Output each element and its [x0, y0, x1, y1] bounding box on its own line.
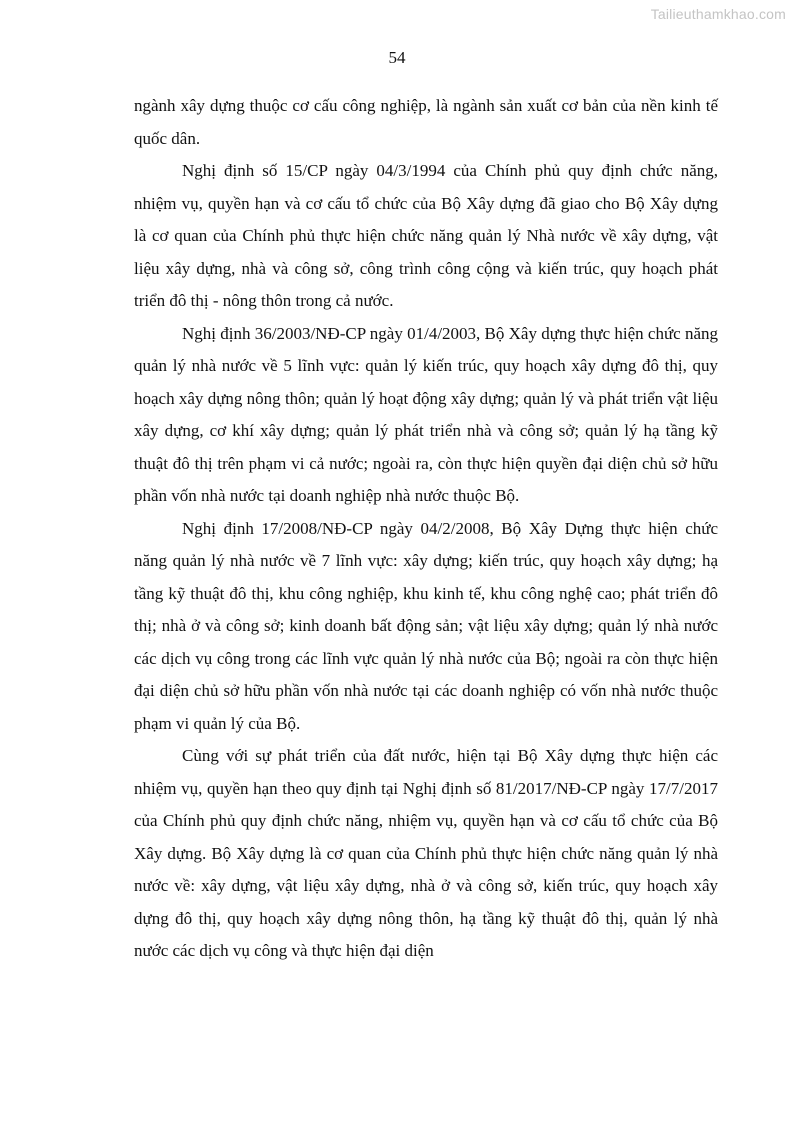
watermark-text: Tailieuthamkhao.com [650, 6, 786, 22]
paragraph-continuation: ngành xây dựng thuộc cơ cấu công nghiệp, là ngành sản xuất cơ bản của nền kinh tế quốc dân. [134, 96, 718, 148]
paragraph-decree-15-cp: Nghị định số 15/CP ngày 04/3/1994 của Chính phủ quy định chức năng, nhiệm vụ, quyền hạn và cơ cấu tổ chức của Bộ Xây dựng đã giao cho Bộ Xây dựng là cơ quan của Chính phủ thực hiện chức năng quản lý Nhà nước về xây dựng, vật liệu xây dựng, nhà và công sở, công trình công cộng và kiến trúc, quy hoạch phát triển đô thị - nông thôn trong cả nước. [134, 161, 718, 310]
paragraph-decree-36-2003: Nghị định 36/2003/NĐ-CP ngày 01/4/2003, Bộ Xây dựng thực hiện chức năng quản lý nhà nước về 5 lĩnh vực: quản lý kiến trúc, quy hoạch xây dựng đô thị, quy hoạch xây dựng nông thôn; quản lý hoạt động xây dựng; quản lý và phát triển vật liệu xây dựng, cơ khí xây dựng; quản lý phát triển nhà và công sở; quản lý hạ tầng kỹ thuật đô thị trên phạm vi cả nước; ngoài ra, còn thực hiện quyền đại diện chủ sở hữu phần vốn nhà nước tại doanh nghiệp nhà nước thuộc Bộ. [134, 323, 719, 505]
page-number: 54 [388, 48, 406, 67]
paragraph-decree-17-2008: Nghị định 17/2008/NĐ-CP ngày 04/2/2008, Bộ Xây Dựng thực hiện chức năng quản lý nhà nước về 7 lĩnh vực: xây dựng; kiến trúc, quy hoạch xây dựng; hạ tầng kỹ thuật đô thị, khu công nghiệp, khu kinh tế, khu công nghệ cao; phát triển đô thị; nhà ở và công sở; kinh doanh bất động sản; vật liệu xây dựng; quản lý nhà nước các dịch vụ công trong các lĩnh vực quản lý nhà nước của Bộ; ngoài ra còn thực hiện đại diện chủ sở hữu phần vốn nhà nước tại các doanh nghiệp có vốn nhà nước thuộc phạm vi quản lý của Bộ. [134, 518, 718, 733]
paragraph-decree-81-2017: Cùng với sự phát triển của đất nước, hiện tại Bộ Xây dựng thực hiện các nhiệm vụ, quyền hạn theo quy định tại Nghị định số 81/2017/NĐ-CP ngày 17/7/2017 của Chính phủ quy định chức năng, nhiệm vụ, quyền hạn và cơ cấu tổ chức của Bộ Xây dựng. Bộ Xây dựng là cơ quan của Chính phủ thực hiện chức năng quản lý nhà nước về: xây dựng, vật liệu xây dựng, nhà ở và công sở, kiến trúc, quy hoạch xây dựng đô thị, quy hoạch xây dựng nông thôn, hạ tầng kỹ thuật đô thị, quản lý nhà nước các dịch vụ công và thực hiện đại diện [134, 746, 718, 960]
document-body [134, 90, 718, 968]
